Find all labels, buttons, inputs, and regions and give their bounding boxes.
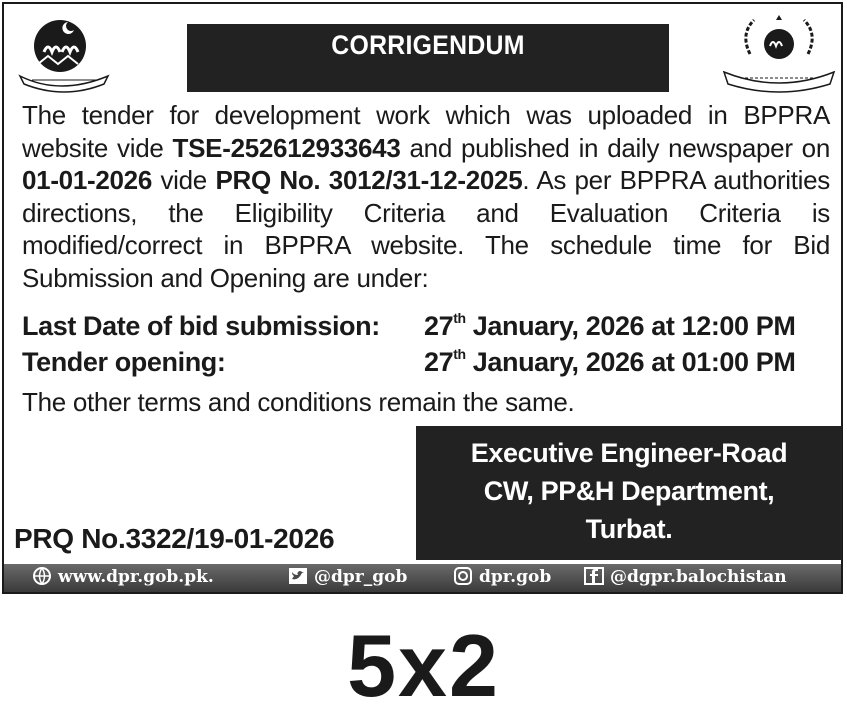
- prq-reference: PRQ No. 3012/31-12-2025: [215, 165, 523, 196]
- closing-statement: The other terms and conditions remain the same.: [22, 387, 575, 417]
- title-banner: [187, 24, 669, 92]
- body-text-part: The tender for development work which was uploaded in BPPRA website vide: [22, 100, 830, 163]
- schedule-day: 27: [424, 347, 454, 377]
- schedule-day-suffix: th: [453, 310, 466, 326]
- schedule-label: Tender opening:: [22, 347, 226, 377]
- instagram-icon: [453, 567, 473, 585]
- advertisement-frame: [2, 2, 843, 594]
- prq-number: PRQ No.3322/19-01-2026: [14, 523, 335, 554]
- ad-size-label: 5x2: [347, 616, 500, 715]
- schedule-date-time: January, 2026 at 01:00 PM: [465, 347, 796, 377]
- facebook-icon: [584, 567, 604, 585]
- schedule-value: [424, 311, 795, 342]
- contact-footer: [4, 564, 841, 592]
- dpr-balochistan-logo-icon: [720, 14, 838, 94]
- body-text-part: . As per BPPRA authorities directions, the Eligibility Criteria and Evaluation Criteria is modified/correct in BPPRA website. The schedule time for Bid Submission and Opening are under:: [22, 165, 830, 293]
- footer-instagram[interactable]: [453, 567, 551, 587]
- corrigendum-body: [22, 99, 830, 295]
- schedule-day: 27: [424, 311, 454, 341]
- schedule-date-time: January, 2026 at 12:00 PM: [465, 311, 796, 341]
- footer-website-text: www.dpr.gob.pk.: [58, 567, 214, 587]
- signatory-box: [416, 426, 842, 560]
- footer-facebook-text: @dgpr.balochistan: [610, 567, 787, 587]
- footer-website[interactable]: [32, 567, 214, 587]
- body-text-part: vide: [152, 165, 216, 196]
- signatory-title: Executive Engineer-Road: [470, 438, 788, 468]
- schedule-value: [424, 347, 795, 378]
- footer-instagram-text: dpr.gob: [479, 567, 552, 587]
- twitter-icon: [288, 567, 308, 585]
- footer-twitter[interactable]: [288, 567, 407, 587]
- footer-twitter-text: @dpr_gob: [314, 567, 408, 587]
- page-title: CORRIGENDUM: [331, 30, 525, 60]
- schedule-label: Last Date of bid submission:: [22, 311, 380, 341]
- body-text-part: and published in daily newspaper on: [400, 132, 830, 163]
- publish-date: 01-01-2026: [22, 165, 152, 196]
- footer-facebook[interactable]: [584, 567, 787, 587]
- signatory-location: Turbat.: [585, 514, 673, 544]
- signatory-department: CW, PP&H Department,: [483, 476, 775, 506]
- globe-icon: [32, 567, 52, 585]
- balochistan-government-logo-icon: [16, 14, 112, 94]
- tse-reference: TSE-252612933643: [172, 132, 401, 163]
- schedule-day-suffix: th: [453, 346, 466, 362]
